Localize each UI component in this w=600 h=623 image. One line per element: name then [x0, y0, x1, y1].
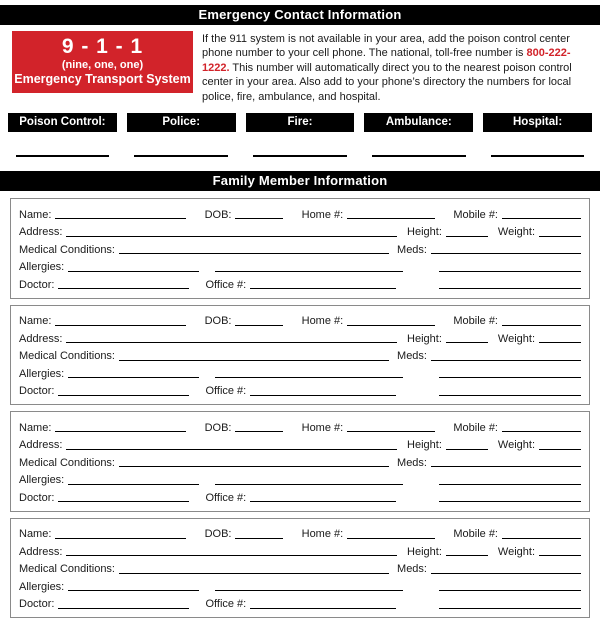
office-phone-field-line[interactable]	[250, 608, 396, 609]
mobile-phone-label: Mobile #:	[453, 528, 498, 541]
dob-field-line[interactable]	[235, 431, 283, 432]
contact-column	[8, 113, 117, 157]
dob-field-line[interactable]	[235, 538, 283, 539]
doctor-field-line[interactable]	[58, 501, 189, 502]
home-phone-label: Home #:	[301, 208, 344, 221]
weight-label: Weight:	[497, 439, 535, 452]
intro-text-after: This number will automatically direct you to the nearest poison control center in your area. Also add to your phone’s directory the numbers for local police, fire, ambulance, and hospital.	[202, 61, 572, 103]
meds-continuation-line-2[interactable]	[439, 608, 581, 609]
meds-continuation-line[interactable]	[439, 377, 581, 378]
intro-text-before: If the 911 system is not available in your area, add the poison control center phone number to your cell phone. The national, toll-free number is	[202, 33, 570, 60]
height-label: Height:	[407, 545, 442, 558]
height-field-line[interactable]	[446, 555, 488, 556]
contact-column	[364, 113, 473, 157]
allergies-field-line[interactable]	[68, 271, 199, 272]
emergency-number-phonetic: (nine, one, one)	[61, 59, 144, 71]
mobile-phone-label: Mobile #:	[453, 315, 498, 328]
contact-phone-line[interactable]	[491, 155, 585, 157]
contact-label-box	[483, 113, 592, 132]
family-section-title: Family Member Information	[212, 173, 388, 189]
dob-label: DOB:	[204, 208, 232, 221]
contacts-row	[0, 113, 600, 157]
family-members	[0, 198, 600, 618]
member-row-doctor	[19, 274, 581, 292]
member-row-doctor	[19, 487, 581, 505]
height-label: Height:	[407, 439, 442, 452]
mobile-phone-label: Mobile #:	[453, 421, 498, 434]
home-phone-field-line[interactable]	[347, 431, 435, 432]
medical-conditions-field-line[interactable]	[119, 466, 389, 467]
contact-label-box	[8, 113, 117, 132]
member-row-address	[19, 328, 581, 346]
member-row-allergies	[19, 576, 581, 594]
address-field-line[interactable]	[66, 342, 397, 343]
contact-label-box	[246, 113, 355, 132]
member-row-allergies	[19, 363, 581, 381]
contact-label: Ambulance:	[385, 116, 452, 129]
mobile-phone-field-line[interactable]	[502, 431, 581, 432]
name-label: Name:	[19, 315, 52, 328]
meds-field-line[interactable]	[431, 360, 581, 361]
mobile-phone-field-line[interactable]	[502, 218, 581, 219]
medical-conditions-label: Medical Conditions:	[19, 243, 115, 256]
office-phone-label: Office #:	[205, 598, 247, 611]
office-phone-field-line[interactable]	[250, 288, 396, 289]
contact-label: Poison Control:	[19, 116, 106, 129]
dob-label: DOB:	[204, 421, 232, 434]
member-row-medical	[19, 346, 581, 364]
contact-phone-line[interactable]	[253, 155, 347, 157]
doctor-field-line[interactable]	[58, 395, 189, 396]
mobile-phone-field-line[interactable]	[502, 538, 581, 539]
header-bar	[0, 5, 600, 25]
allergies-label: Allergies:	[19, 367, 65, 380]
office-phone-label: Office #:	[205, 385, 247, 398]
meds-label: Meds:	[397, 563, 427, 576]
contact-label-box	[364, 113, 473, 132]
height-field-line[interactable]	[446, 236, 488, 237]
meds-continuation-line[interactable]	[439, 484, 581, 485]
contact-column	[127, 113, 236, 157]
allergies-continuation-line[interactable]	[215, 377, 403, 378]
allergies-label: Allergies:	[19, 261, 65, 274]
contact-phone-line[interactable]	[372, 155, 466, 157]
page-title: Emergency Contact Information	[198, 7, 402, 22]
member-row-address	[19, 222, 581, 240]
contact-phone-line[interactable]	[134, 155, 228, 157]
office-phone-label: Office #:	[205, 278, 247, 291]
height-field-line[interactable]	[446, 449, 488, 450]
family-member-block	[10, 198, 590, 299]
dob-field-line[interactable]	[235, 325, 283, 326]
address-label: Address:	[19, 439, 63, 452]
member-row-identity	[19, 204, 581, 222]
doctor-label: Doctor:	[19, 491, 55, 504]
office-phone-label: Office #:	[205, 491, 247, 504]
home-phone-label: Home #:	[301, 315, 344, 328]
family-member-block	[10, 518, 590, 619]
address-field-line[interactable]	[66, 236, 397, 237]
member-row-medical	[19, 559, 581, 577]
doctor-field-line[interactable]	[58, 288, 189, 289]
member-row-address	[19, 541, 581, 559]
medical-conditions-label: Medical Conditions:	[19, 350, 115, 363]
home-phone-field-line[interactable]	[347, 218, 435, 219]
doctor-field-line[interactable]	[58, 608, 189, 609]
meds-continuation-line[interactable]	[439, 271, 581, 272]
family-member-block	[10, 411, 590, 512]
allergies-field-line[interactable]	[68, 377, 199, 378]
allergies-continuation-line[interactable]	[215, 590, 403, 591]
contact-column	[483, 113, 592, 157]
meds-field-line[interactable]	[431, 253, 581, 254]
family-member-block	[10, 305, 590, 406]
home-phone-label: Home #:	[301, 421, 344, 434]
emergency-911-box	[12, 31, 193, 93]
address-label: Address:	[19, 226, 63, 239]
name-label: Name:	[19, 208, 52, 221]
medical-conditions-field-line[interactable]	[119, 360, 389, 361]
meds-continuation-line-2[interactable]	[439, 395, 581, 396]
member-row-identity	[19, 311, 581, 329]
mobile-phone-field-line[interactable]	[502, 325, 581, 326]
weight-field-line[interactable]	[539, 342, 581, 343]
contact-label-box	[127, 113, 236, 132]
office-phone-field-line[interactable]	[250, 501, 396, 502]
member-row-doctor	[19, 594, 581, 612]
meds-continuation-line-2[interactable]	[439, 288, 581, 289]
meds-label: Meds:	[397, 456, 427, 469]
medical-conditions-label: Medical Conditions:	[19, 456, 115, 469]
name-field-line[interactable]	[55, 538, 186, 539]
member-row-identity	[19, 524, 581, 542]
height-label: Height:	[407, 332, 442, 345]
home-phone-label: Home #:	[301, 528, 344, 541]
emergency-number: 9 - 1 - 1	[61, 35, 144, 58]
member-row-allergies	[19, 470, 581, 488]
name-field-line[interactable]	[55, 431, 186, 432]
doctor-label: Doctor:	[19, 385, 55, 398]
meds-continuation-line[interactable]	[439, 590, 581, 591]
allergies-continuation-line[interactable]	[215, 484, 403, 485]
member-row-identity	[19, 417, 581, 435]
allergies-label: Allergies:	[19, 474, 65, 487]
allergies-field-line[interactable]	[68, 590, 199, 591]
home-phone-field-line[interactable]	[347, 325, 435, 326]
allergies-continuation-line[interactable]	[215, 271, 403, 272]
contact-label: Hospital:	[512, 116, 563, 129]
intro-paragraph	[202, 31, 588, 104]
medical-conditions-label: Medical Conditions:	[19, 563, 115, 576]
member-row-doctor	[19, 381, 581, 399]
address-field-line[interactable]	[66, 449, 397, 450]
weight-field-line[interactable]	[539, 236, 581, 237]
mobile-phone-label: Mobile #:	[453, 208, 498, 221]
contact-label: Police:	[162, 116, 201, 129]
dob-field-line[interactable]	[235, 218, 283, 219]
allergies-field-line[interactable]	[68, 484, 199, 485]
doctor-label: Doctor:	[19, 278, 55, 291]
office-phone-field-line[interactable]	[250, 395, 396, 396]
meds-label: Meds:	[397, 243, 427, 256]
member-row-medical	[19, 452, 581, 470]
name-field-line[interactable]	[55, 325, 186, 326]
doctor-label: Doctor:	[19, 598, 55, 611]
allergies-label: Allergies:	[19, 580, 65, 593]
height-field-line[interactable]	[446, 342, 488, 343]
dob-label: DOB:	[204, 528, 232, 541]
name-label: Name:	[19, 528, 52, 541]
medical-conditions-field-line[interactable]	[119, 253, 389, 254]
meds-label: Meds:	[397, 350, 427, 363]
meds-field-line[interactable]	[431, 573, 581, 574]
poison-control-phone-number: 800-222-1222.	[202, 47, 571, 74]
address-label: Address:	[19, 545, 63, 558]
medical-conditions-field-line[interactable]	[119, 573, 389, 574]
contact-column	[246, 113, 355, 157]
contact-label: Fire:	[287, 116, 313, 129]
member-row-medical	[19, 239, 581, 257]
meds-field-line[interactable]	[431, 466, 581, 467]
emergency-transport-label: Emergency Transport System	[14, 72, 191, 86]
weight-label: Weight:	[497, 226, 535, 239]
member-row-address	[19, 435, 581, 453]
name-field-line[interactable]	[55, 218, 186, 219]
dob-label: DOB:	[204, 315, 232, 328]
family-section-bar	[0, 171, 600, 191]
name-label: Name:	[19, 421, 52, 434]
weight-label: Weight:	[497, 332, 535, 345]
intro-section	[0, 31, 600, 104]
weight-field-line[interactable]	[539, 555, 581, 556]
home-phone-field-line[interactable]	[347, 538, 435, 539]
weight-label: Weight:	[497, 545, 535, 558]
member-row-allergies	[19, 257, 581, 275]
height-label: Height:	[407, 226, 442, 239]
contact-phone-line[interactable]	[16, 155, 110, 157]
weight-field-line[interactable]	[539, 449, 581, 450]
address-field-line[interactable]	[66, 555, 397, 556]
meds-continuation-line-2[interactable]	[439, 501, 581, 502]
address-label: Address:	[19, 332, 63, 345]
